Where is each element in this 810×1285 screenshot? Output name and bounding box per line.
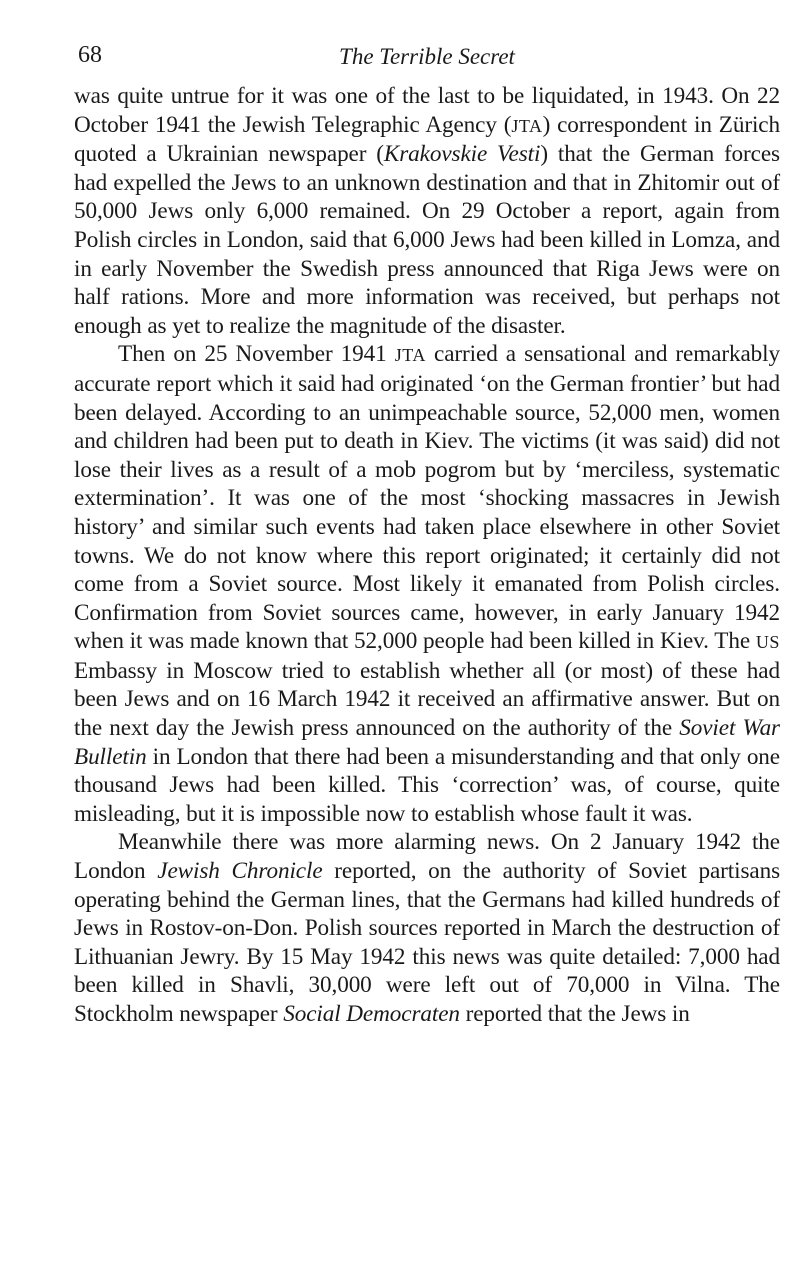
italic-title: Social Democraten xyxy=(283,1001,460,1027)
abbreviation: US xyxy=(755,632,780,653)
page-number: 68 xyxy=(78,42,102,68)
text-run: Meanwhile there was more alarming news. On 2 January 1942 the London xyxy=(74,829,780,885)
text-run: reported that the Jews in xyxy=(459,1001,690,1027)
paragraph xyxy=(74,828,780,1028)
text-run: in London that there had been a misunderstanding and that only one thousand Jews had been killed. This ‘correction’ was, of course, quite misleading, but it is impossible now to establish whose fault it was. xyxy=(74,743,780,827)
text-run: Then on 25 November 1941 xyxy=(118,341,395,368)
italic-title: Krakovskie Vesti xyxy=(383,141,541,168)
paragraph xyxy=(74,82,780,340)
text-run: ) correspondent in Zürich quoted a Ukrainian newspaper ( xyxy=(74,111,780,168)
abbreviation: JTA xyxy=(511,115,543,136)
text-run: ) that the German forces had expelled the Jews to an unknown destination and that in Zhitomir out of 50,000 Jews only 6,000 remained. On 29 October a report, again from Polish circles in London, said that 6,000 Jews had been killed in Lomza, and in early November the Swedish press announced that Riga Jews were on half rations. More and more information was received, but perhaps not enough as yet to realize the magnitude of the disaster. xyxy=(74,141,780,339)
text-run: was quite untrue for it was one of the last to be liquidated, in 1943. On 22 October 1941 the Jewish Telegraphic Agency ( xyxy=(74,83,780,138)
running-head xyxy=(74,42,780,78)
running-title: The Terrible Secret xyxy=(339,44,515,69)
body-text xyxy=(74,82,780,1029)
italic-title: Soviet War Bulletin xyxy=(74,715,780,770)
italic-title: Jewish Chronicle xyxy=(157,858,323,885)
abbreviation: JTA xyxy=(394,345,426,366)
text-run: Embassy in Moscow tried to establish whether all (or most) of these had been Jews and on 16 March 1942 it received an affirmative answer. But on the next day the Jewish press announced on the authority of the xyxy=(74,657,780,742)
book-page xyxy=(74,42,780,1029)
paragraph xyxy=(74,340,780,828)
text-run: reported, on the authority of Soviet partisans operating behind the German lines, that the Germans had killed hundreds of Jews in Rostov-on-Don. Polish sources reported in March the destruction of Lithuanian Jewry. By 15 May 1942 this news was quite detailed: 7,000 had been killed in Shavli, 30,000 were left out of 70,000 in Vilna. The Stockholm newspaper xyxy=(74,858,780,1027)
text-run: carried a sensational and remarkably accurate report which it said had originated ‘on the German frontier’ but had been delayed. According to an unimpeachable source, 52,000 men, women and children had been put to death in Kiev. The victims (it was said) did not lose their lives as a result of a mob pogrom but by ‘merciless, systematic extermination’. It was one of the most ‘shocking massacres in Jewish history’ and similar such events had taken place elsewhere in other Soviet towns. We do not know where this report originated; it certainly did not come from a Soviet source. Most likely it emanated from Polish circles. Confirmation from Soviet sources came, however, in early January 1942 when it was made known that 52,000 people had been killed in Kiev. The xyxy=(74,341,780,655)
